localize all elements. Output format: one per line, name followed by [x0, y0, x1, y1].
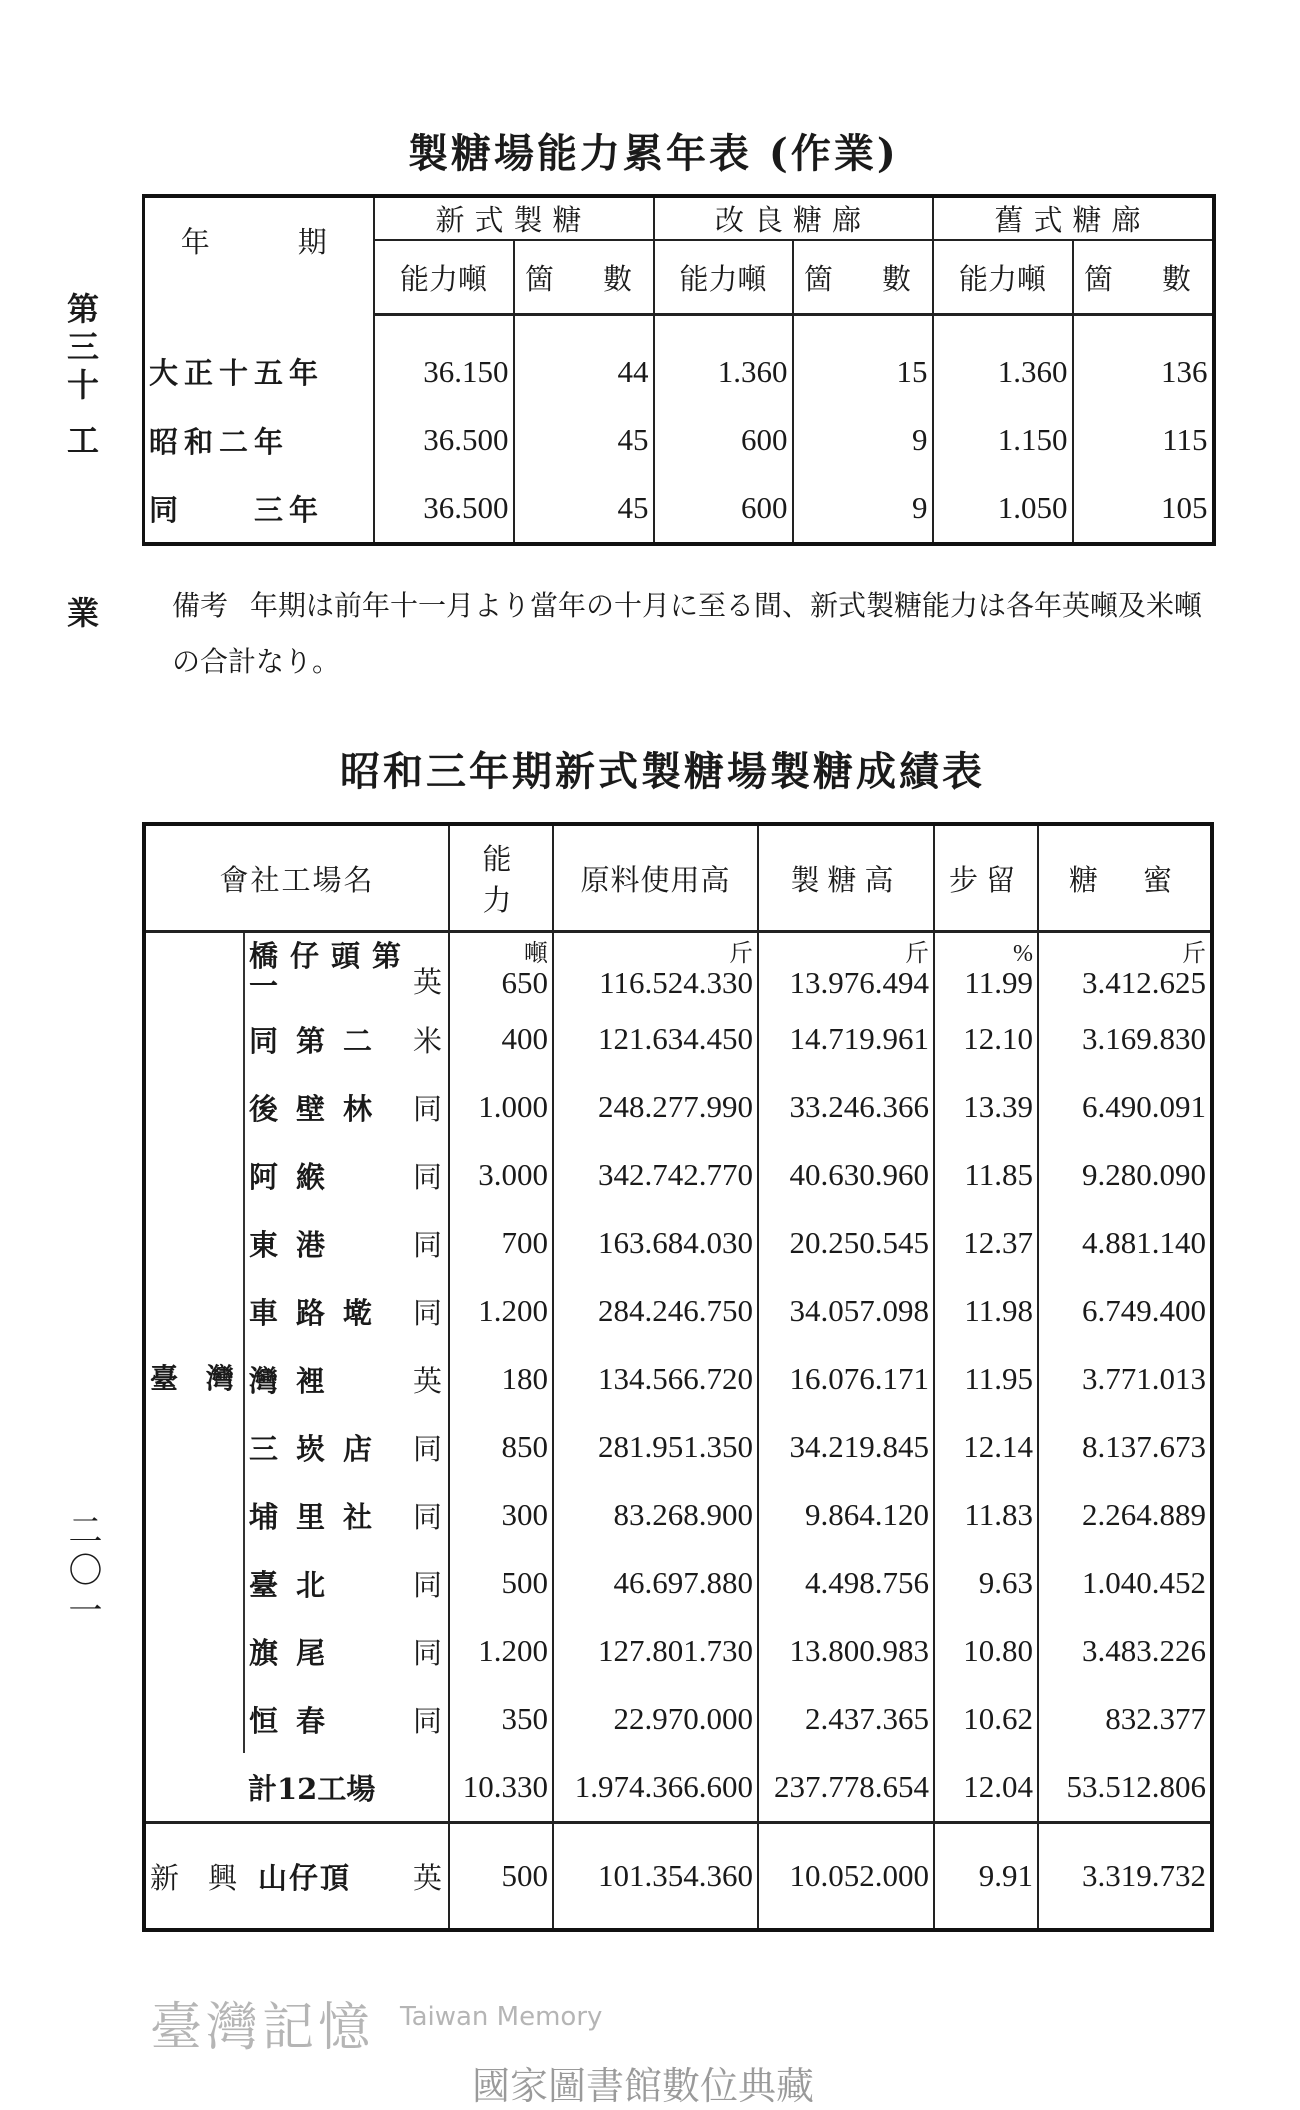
group-header: 新式製糖 — [374, 196, 654, 240]
ton-type: 同 — [411, 1209, 449, 1277]
table-row — [144, 315, 1214, 407]
ton-type: 同 — [411, 1073, 449, 1141]
value: 163.684.030 — [598, 1225, 754, 1260]
value: 180 — [501, 1361, 549, 1396]
value: 116.524.330 — [599, 965, 754, 1000]
value-cell — [1038, 1141, 1212, 1209]
value: 22.970.000 — [613, 1701, 754, 1736]
value-cell — [553, 1617, 758, 1685]
value: 832.377 — [1105, 1701, 1207, 1736]
value-cell — [758, 932, 934, 1006]
value-cell: 136 — [1073, 315, 1214, 407]
table1-title: 製糖場能力累年表 (作業) — [408, 130, 899, 177]
value: 83.268.900 — [613, 1497, 754, 1532]
value-cell — [553, 1277, 758, 1345]
value: 300 — [501, 1497, 549, 1532]
value: 400 — [501, 1021, 549, 1056]
value: 9.63 — [978, 1565, 1034, 1600]
factory-name: 東港 — [244, 1209, 411, 1277]
value-cell — [553, 1073, 758, 1141]
value-cell — [553, 1141, 758, 1209]
value: 2.264.889 — [1082, 1497, 1207, 1532]
value-cell — [449, 1753, 553, 1823]
value-cell — [934, 932, 1038, 1006]
sub-header-capacity: 能力噸 — [654, 240, 793, 315]
value-cell — [553, 1481, 758, 1549]
value: 12.14 — [963, 1429, 1034, 1464]
value: 850 — [501, 1429, 549, 1464]
factory-name: 恒春 — [244, 1685, 411, 1753]
table-row — [144, 406, 1214, 474]
factory-name: 計12工場 — [248, 1771, 376, 1806]
value: 1.200 — [478, 1293, 549, 1328]
ton-type: 同 — [411, 1549, 449, 1617]
value: 3.771.013 — [1082, 1361, 1207, 1396]
value: 3.412.625 — [1082, 965, 1207, 1000]
value-cell — [553, 1345, 758, 1413]
value-cell: 36.150 — [374, 315, 514, 407]
table-row — [144, 1549, 1212, 1617]
value-cell: 600 — [654, 474, 793, 544]
unit-label: 斤 — [729, 941, 754, 967]
value: 1.974.366.600 — [574, 1769, 754, 1804]
value: 10.330 — [462, 1769, 549, 1804]
value-cell — [553, 1685, 758, 1753]
ton-type: 同 — [411, 1685, 449, 1753]
value-cell — [449, 1685, 553, 1753]
header-factory-name: 會社工場名 — [144, 824, 449, 932]
value-cell — [934, 1685, 1038, 1753]
value: 237.778.654 — [774, 1769, 930, 1804]
value-cell: 9 — [793, 406, 933, 474]
value-cell — [1038, 1617, 1212, 1685]
value: 14.719.961 — [789, 1021, 930, 1056]
header-molasses: 糖 蜜 — [1038, 824, 1212, 932]
value: 342.742.770 — [598, 1157, 754, 1192]
value-cell — [934, 1073, 1038, 1141]
value-cell — [553, 1005, 758, 1073]
value-cell — [934, 1141, 1038, 1209]
header-raw-material: 原料使用高 — [553, 824, 758, 932]
value: 53.512.806 — [1066, 1769, 1207, 1804]
table-row — [144, 932, 1212, 1006]
value-cell: 36.500 — [374, 406, 514, 474]
unit-label: 斤 — [905, 941, 930, 967]
factory-name: 同第二 — [244, 1005, 411, 1073]
value-cell: 45 — [514, 406, 654, 474]
group-header: 舊式糖廍 — [933, 196, 1214, 240]
ton-type: 同 — [411, 1141, 449, 1209]
value-cell: 45 — [514, 474, 654, 544]
value: 1.000 — [478, 1089, 549, 1124]
value-cell — [934, 1617, 1038, 1685]
header-capacity: 能 力 — [449, 824, 553, 932]
value-cell — [449, 1073, 553, 1141]
value: 13.976.494 — [789, 965, 930, 1000]
value: 12.10 — [963, 1021, 1034, 1056]
sub-header-count: 箇 數 — [793, 240, 933, 315]
factory-name: 車路墘 — [244, 1277, 411, 1345]
table-row — [144, 474, 1214, 544]
value-cell — [1038, 1209, 1212, 1277]
value: 11.85 — [964, 1157, 1034, 1192]
value-cell: 15 — [793, 315, 933, 407]
value: 9.280.090 — [1082, 1157, 1207, 1192]
year-cell: 昭和二年 — [144, 406, 374, 474]
value: 248.277.990 — [598, 1089, 754, 1124]
value: 12.37 — [963, 1225, 1034, 1260]
value-cell — [934, 1549, 1038, 1617]
note-label: 備考 — [172, 589, 229, 622]
value-cell: 600 — [654, 406, 793, 474]
table-row — [144, 1753, 1212, 1823]
factory-name: 灣裡 — [244, 1345, 411, 1413]
value-cell — [1038, 1685, 1212, 1753]
value-cell — [1038, 1549, 1212, 1617]
header-sugar-output: 製糖高 — [758, 824, 934, 932]
value: 40.630.960 — [789, 1157, 930, 1192]
value-cell — [758, 1685, 934, 1753]
group-header: 改良糖廍 — [654, 196, 933, 240]
factory-name: 旗尾 — [244, 1617, 411, 1685]
value: 11.95 — [964, 1361, 1034, 1396]
ton-type: 同 — [411, 1481, 449, 1549]
value-cell — [1038, 1753, 1212, 1823]
unit-label: % — [1013, 941, 1034, 967]
value-cell — [934, 1005, 1038, 1073]
sub-header-capacity: 能力噸 — [933, 240, 1073, 315]
note — [172, 578, 1212, 690]
value-cell: 115 — [1073, 406, 1214, 474]
value-cell — [1038, 1481, 1212, 1549]
value: 11.83 — [964, 1497, 1034, 1532]
value: 12.04 — [963, 1769, 1034, 1804]
value: 2.437.365 — [805, 1701, 930, 1736]
value-cell — [1038, 1005, 1212, 1073]
value-cell — [934, 1277, 1038, 1345]
value: 11.99 — [964, 965, 1034, 1000]
subject-margin-label: 業 — [62, 596, 100, 634]
footer-watermark: 國家圖書館數位典藏 — [472, 2064, 815, 2108]
value-cell — [553, 1753, 758, 1823]
col-year: 年 期 — [144, 196, 374, 315]
value: 9.864.120 — [805, 1497, 930, 1532]
value: 650 — [501, 965, 549, 1000]
factory-name: 阿緱 — [244, 1141, 411, 1209]
value-cell — [934, 1413, 1038, 1481]
value-cell — [758, 1073, 934, 1141]
value-cell — [758, 1345, 934, 1413]
table-row — [144, 1209, 1212, 1277]
value-cell — [449, 1277, 553, 1345]
capacity-table — [142, 194, 1216, 546]
group-label: 臺 灣 — [150, 1362, 235, 1395]
value: 500 — [501, 1565, 549, 1600]
note-text: 年期は前年十一月より當年の十月に至る間、新式製糖能力は各年英噸及米噸の合計なり。 — [172, 589, 1203, 678]
unit-label: 噸 — [524, 941, 549, 967]
table-row — [144, 1073, 1212, 1141]
table-row — [144, 1413, 1212, 1481]
value: 6.490.091 — [1082, 1089, 1207, 1124]
value-cell — [1038, 1413, 1212, 1481]
year-cell: 大正十五年 — [144, 315, 374, 407]
ton-type: 同 — [411, 1617, 449, 1685]
value: 284.246.750 — [598, 1293, 754, 1328]
table-row — [144, 1481, 1212, 1549]
value-cell — [934, 1481, 1038, 1549]
value: 1.040.452 — [1082, 1565, 1207, 1600]
value-cell — [758, 1617, 934, 1685]
value-cell — [449, 1549, 553, 1617]
table-row — [144, 1005, 1212, 1073]
value: 33.246.366 — [789, 1089, 930, 1124]
value-cell — [449, 1617, 553, 1685]
ton-type — [411, 1753, 449, 1823]
ton-type: 英 — [411, 932, 449, 1006]
ton-type: 米 — [411, 1005, 449, 1073]
value-cell — [449, 1209, 553, 1277]
value-cell — [758, 1481, 934, 1549]
value: 3.483.226 — [1082, 1633, 1207, 1668]
value: 34.057.098 — [789, 1293, 930, 1328]
value: 281.951.350 — [598, 1429, 754, 1464]
value: 3.169.830 — [1082, 1021, 1207, 1056]
value-cell: 101.354.360 — [553, 1823, 758, 1931]
ton-type: 同 — [411, 1277, 449, 1345]
watermark-sub: Taiwan Memory — [400, 2002, 603, 2032]
sub-header-count: 箇 數 — [514, 240, 654, 315]
value: 700 — [501, 1225, 549, 1260]
watermark-logo — [150, 1985, 374, 2060]
value-cell: 3.319.732 — [1038, 1823, 1212, 1931]
value-cell — [934, 1753, 1038, 1823]
value: 4.498.756 — [805, 1565, 930, 1600]
company-name: 新 興 — [144, 1823, 244, 1931]
value-cell — [449, 1481, 553, 1549]
ton-type: 英 — [411, 1823, 449, 1931]
value-cell — [758, 1005, 934, 1073]
value-cell — [449, 1413, 553, 1481]
value-cell — [1038, 1345, 1212, 1413]
value-cell — [1038, 1073, 1212, 1141]
factory-name: 埔里社 — [244, 1481, 411, 1549]
value-cell — [553, 1209, 758, 1277]
table-row — [144, 1277, 1212, 1345]
chapter-margin-label: 第三十 工 — [62, 292, 100, 462]
value-cell: 10.052.000 — [758, 1823, 934, 1931]
value: 350 — [501, 1701, 549, 1736]
ton-type: 同 — [411, 1413, 449, 1481]
value: 6.749.400 — [1082, 1293, 1207, 1328]
header-yield: 步留 — [934, 824, 1038, 932]
value-cell: 1.050 — [933, 474, 1073, 544]
factory-name: 臺北 — [244, 1549, 411, 1617]
sub-header-count: 箇 數 — [1073, 240, 1214, 315]
value: 13.39 — [963, 1089, 1034, 1124]
watermark-main: 臺灣記憶 — [150, 1998, 375, 2058]
value-cell — [449, 1345, 553, 1413]
value-cell — [1038, 1277, 1212, 1345]
value-cell — [449, 932, 553, 1006]
value: 13.800.983 — [789, 1633, 930, 1668]
table-row — [144, 1141, 1212, 1209]
table-row-other — [144, 1823, 1212, 1931]
value-cell — [758, 1549, 934, 1617]
table-row — [144, 1617, 1212, 1685]
table-row — [144, 1685, 1212, 1753]
value-cell — [1038, 932, 1212, 1006]
value: 16.076.171 — [789, 1361, 930, 1396]
ton-type: 英 — [411, 1345, 449, 1413]
factory-name: 橋仔頭第一 — [244, 932, 411, 1006]
value-cell: 1.150 — [933, 406, 1073, 474]
table-row — [144, 1345, 1212, 1413]
value-cell — [553, 1549, 758, 1617]
year-cell: 同 三年 — [144, 474, 374, 544]
value-cell: 1.360 — [933, 315, 1073, 407]
value: 10.62 — [963, 1701, 1034, 1736]
value: 46.697.880 — [613, 1565, 754, 1600]
sub-header-capacity: 能力噸 — [374, 240, 514, 315]
value-cell: 1.360 — [654, 315, 793, 407]
value-cell: 500 — [449, 1823, 553, 1931]
value-cell — [553, 932, 758, 1006]
value-cell — [934, 1209, 1038, 1277]
factory-name: 山仔頂 — [244, 1823, 411, 1931]
value: 134.566.720 — [598, 1361, 754, 1396]
sugar-results-table — [142, 822, 1214, 1932]
value-cell — [449, 1005, 553, 1073]
value: 11.98 — [964, 1293, 1034, 1328]
value-cell: 44 — [514, 315, 654, 407]
value: 20.250.545 — [789, 1225, 930, 1260]
value-cell — [758, 1753, 934, 1823]
value-cell: 105 — [1073, 474, 1214, 544]
value-cell — [553, 1413, 758, 1481]
value-cell: 9.91 — [934, 1823, 1038, 1931]
value-cell — [449, 1141, 553, 1209]
value: 34.219.845 — [789, 1429, 930, 1464]
value-cell — [934, 1345, 1038, 1413]
value: 127.801.730 — [598, 1633, 754, 1668]
value: 121.634.450 — [598, 1021, 754, 1056]
value-cell — [758, 1413, 934, 1481]
value: 8.137.673 — [1082, 1429, 1207, 1464]
value: 1.200 — [478, 1633, 549, 1668]
value-cell: 9 — [793, 474, 933, 544]
factory-name: 三崁店 — [244, 1413, 411, 1481]
value-cell — [758, 1277, 934, 1345]
value: 3.000 — [478, 1157, 549, 1192]
unit-label: 斤 — [1182, 941, 1207, 967]
page-number: 二〇一 — [62, 1512, 102, 1632]
value: 4.881.140 — [1082, 1225, 1207, 1260]
value-cell — [758, 1209, 934, 1277]
table2-title: 昭和三年期新式製糖場製糖成績表 — [340, 748, 985, 795]
factory-name: 後壁林 — [244, 1073, 411, 1141]
value-cell: 36.500 — [374, 474, 514, 544]
value: 10.80 — [963, 1633, 1034, 1668]
value-cell — [758, 1141, 934, 1209]
